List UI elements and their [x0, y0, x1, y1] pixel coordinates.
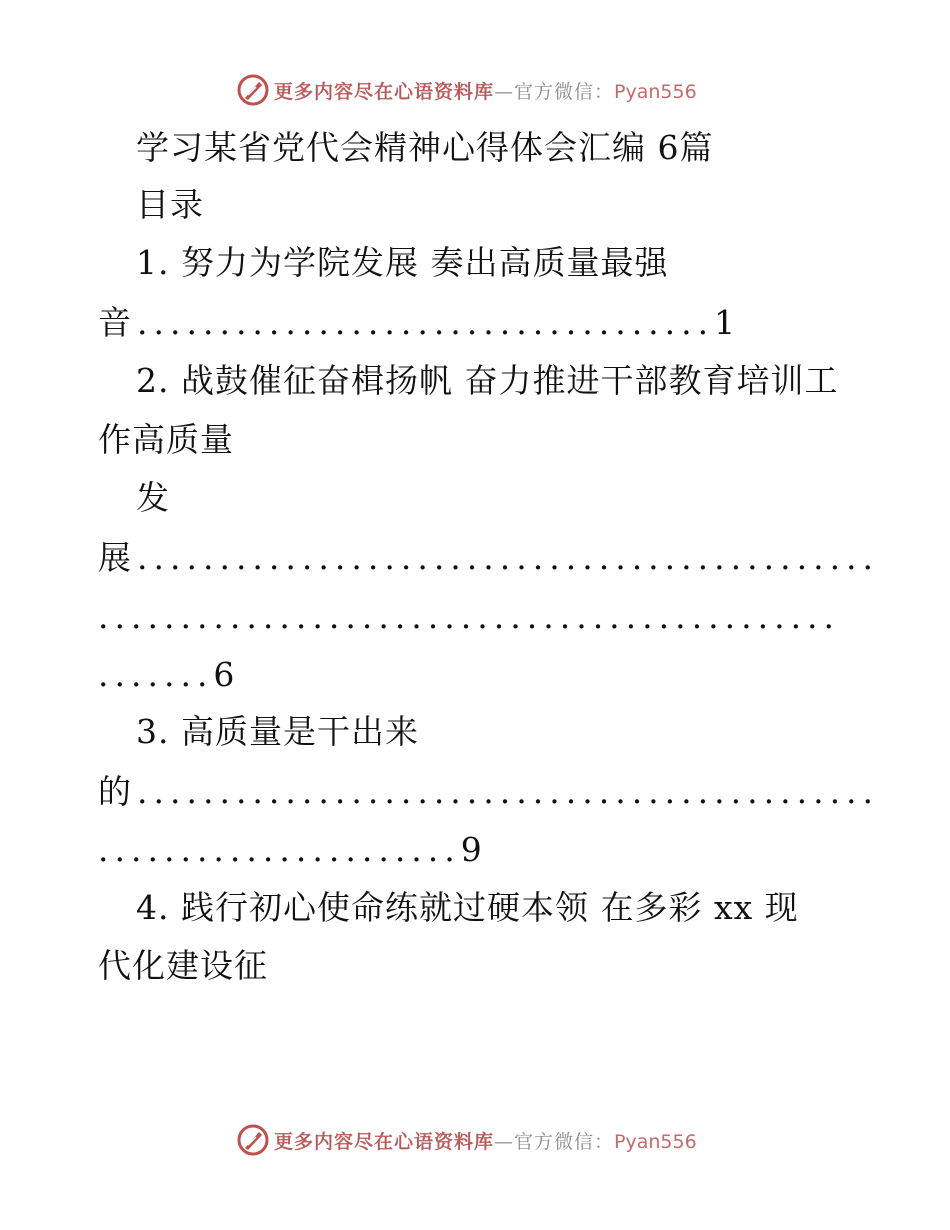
toc-entry-3-line-1: 3. 高质量是干出来 [136, 712, 419, 751]
quill-logo-icon [236, 1123, 270, 1157]
watermark-main-text: 更多内容尽在心语资料库 [274, 80, 495, 103]
footer-watermark [0, 1120, 950, 1160]
watermark-dash: — [494, 80, 515, 103]
watermark-wechat-id: Pyan556 [614, 1130, 697, 1153]
toc-heading: 目录 [136, 185, 204, 224]
toc-entry-2-line-6: .......6 [98, 655, 241, 694]
toc-entry-4-line-2: 代化建设征 [98, 946, 268, 985]
header-watermark [0, 70, 950, 110]
toc-entry-4-line-1: 4. 践行初心使命练就过硬本领 在多彩 xx 现 [136, 888, 799, 927]
toc-entry-1-line-1: 1. 努力为学院发展 奏出高质量最强 [136, 243, 669, 282]
watermark-wechat-id: Pyan556 [614, 80, 697, 103]
toc-entry-2-line-5: ............................................. [98, 597, 841, 636]
toc-entry-3-line-3: ......................9 [98, 830, 488, 869]
toc-entry-2-line-4: 展............................................. [98, 538, 880, 577]
toc-entry-2-line-2: 作高质量 [98, 420, 234, 459]
toc-entry-2-line-1: 2. 战鼓催征奋楫扬帆 奋力推进干部教育培训工 [136, 361, 839, 400]
watermark-dash: — [494, 1130, 515, 1153]
document-title: 学习某省党代会精神心得体会汇编 6篇 [136, 128, 714, 167]
quill-logo-icon [236, 73, 270, 107]
toc-entry-3-line-2: 的............................................. [98, 772, 880, 811]
toc-entry-1-line-2: 音...................................1 [98, 303, 742, 342]
toc-entry-2-line-3: 发 [136, 478, 170, 517]
watermark-wechat-label: 官方微信： [514, 1130, 615, 1153]
watermark-wechat-label: 官方微信： [514, 80, 615, 103]
watermark-main-text: 更多内容尽在心语资料库 [274, 1130, 495, 1153]
